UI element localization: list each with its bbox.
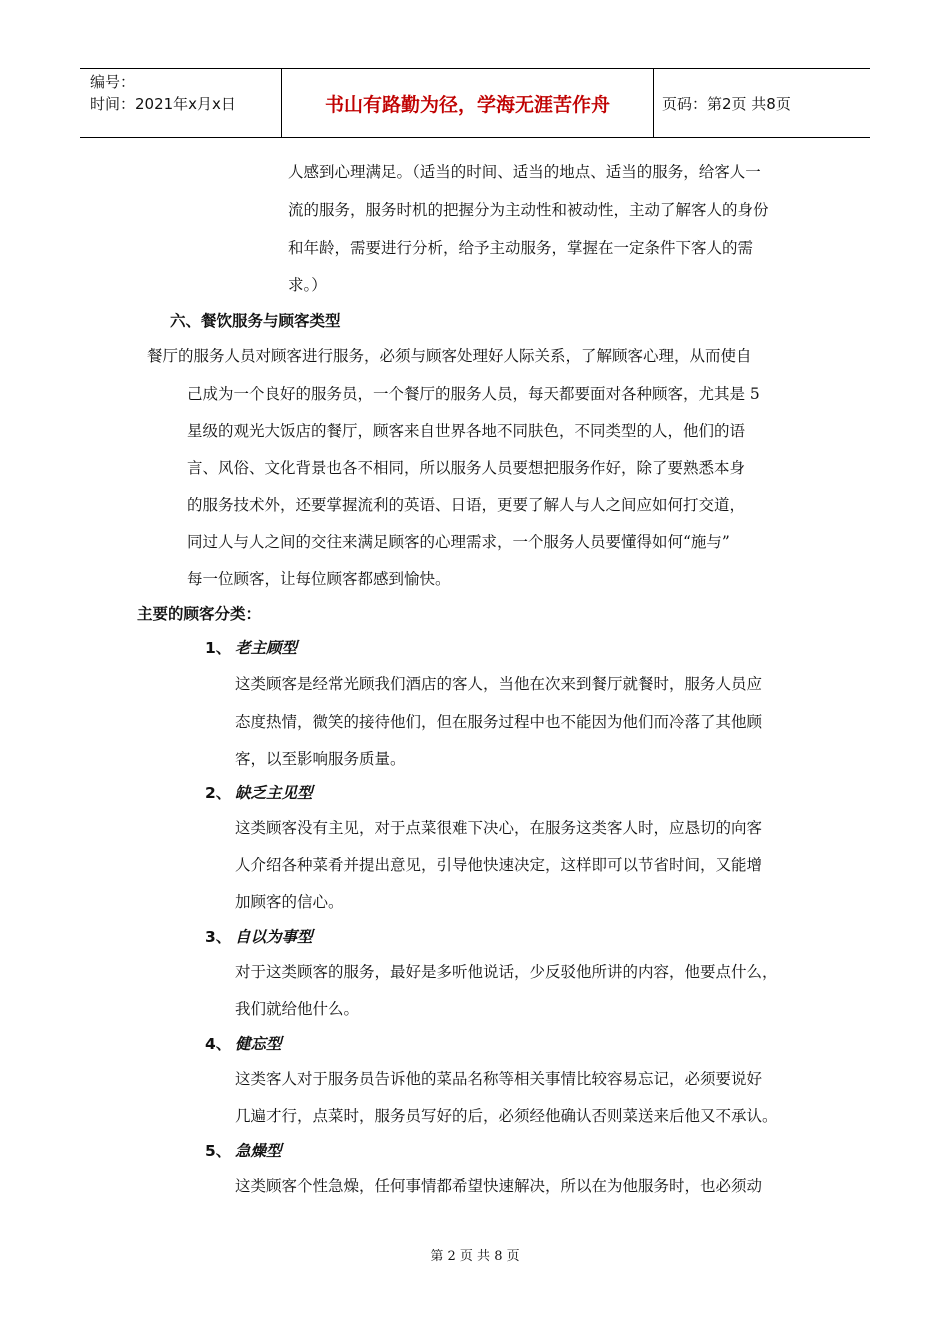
item-number: 5、 xyxy=(205,1142,232,1160)
item-line: 这类顾客是经常光顾我们酒店的客人，当他在次来到餐厅就餐时，服务人员应 xyxy=(235,675,763,693)
section-line: 每一位顾客，让每位顾客都感到愉快。 xyxy=(187,570,451,588)
section-line: 星级的观光大饭店的餐厅，顾客来自世界各地不同肤色，不同类型的人，他们的语 xyxy=(187,422,746,440)
document-date-label: 时间：2021年x月x日 xyxy=(90,95,236,113)
header-table xyxy=(80,68,870,138)
item-number: 3、 xyxy=(205,928,232,946)
item-title: 健忘型 xyxy=(235,1034,282,1053)
section-line: 言、风俗、文化背景也各不相同，所以服务人员要想把服务作好，除了要熟悉本身 xyxy=(187,459,746,477)
classification-heading: 主要的顾客分类： xyxy=(137,605,262,623)
item-line: 态度热情，微笑的接待他们，但在服务过程中也不能因为他们而冷落了其他顾 xyxy=(235,713,763,731)
header-motto: 书山有路勤为径，学海无涯苦作舟 xyxy=(282,69,654,137)
item-title: 自以为事型 xyxy=(235,927,313,946)
item-line: 这类客人对于服务员告诉他的菜品名称等相关事情比较容易忘记，必须要说好 xyxy=(235,1070,763,1088)
item-line: 加顾客的信心。 xyxy=(235,893,344,911)
item-line: 这类顾客个性急燥，任何事情都希望快速解决，所以在为他服务时，也必须动 xyxy=(235,1177,763,1195)
section-line: 己成为一个良好的服务员，一个餐厅的服务人员，每天都要面对各种顾客，尤其是 5 xyxy=(187,385,760,403)
header-page-info: 页码：第2页 共8页 xyxy=(662,94,791,113)
item-title: 老主顾型 xyxy=(235,638,298,657)
intro-line: 人感到心理满足。（适当的时间、适当的地点、适当的服务，给客人一 xyxy=(288,163,761,181)
header-left-cell xyxy=(80,69,282,137)
intro-line: 和年龄，需要进行分析，给予主动服务，掌握在一定条件下客人的需 xyxy=(288,239,754,257)
document-number-label: 编号： xyxy=(90,73,136,91)
item-line: 人介绍各种菜肴并提出意见，引导他快速决定，这样即可以节省时间，又能增 xyxy=(235,856,763,874)
item-number: 2、 xyxy=(205,784,232,802)
item-number: 1、 xyxy=(205,639,232,657)
item-line: 我们就给他什么。 xyxy=(235,1000,360,1018)
intro-line: 流的服务，服务时机的把握分为主动性和被动性，主动了解客人的身份 xyxy=(288,201,769,219)
item-title: 缺乏主见型 xyxy=(235,783,313,802)
section-line: 的服务技术外，还要掌握流利的英语、日语，更要了解人与人之间应如何打交道， xyxy=(187,496,746,514)
item-line: 几遍才行，点菜时，服务员写好的后，必须经他确认否则菜送来后他又不承认。 xyxy=(235,1107,778,1125)
section-heading: 六、餐饮服务与顾客类型 xyxy=(170,312,341,330)
item-line: 这类顾客没有主见，对于点菜很难下决心，在服务这类客人时，应恳切的向客 xyxy=(235,819,763,837)
item-number: 4、 xyxy=(205,1035,232,1053)
page-footer: 第 2 页 共 8 页 xyxy=(430,1249,520,1264)
item-title: 急燥型 xyxy=(235,1141,282,1160)
item-line: 客，以至影响服务质量。 xyxy=(235,750,406,768)
item-line: 对于这类顾客的服务，最好是多听他说话，少反驳他所讲的内容，他要点什么， xyxy=(235,963,778,981)
intro-line: 求。） xyxy=(288,276,327,294)
section-line: 同过人与人之间的交往来满足顾客的心理需求，一个服务人员要懂得如何“施与” xyxy=(187,533,730,551)
section-line: 餐厅的服务人员对顾客进行服务，必须与顾客处理好人际关系，了解顾客心理，从而使自 xyxy=(147,347,752,365)
